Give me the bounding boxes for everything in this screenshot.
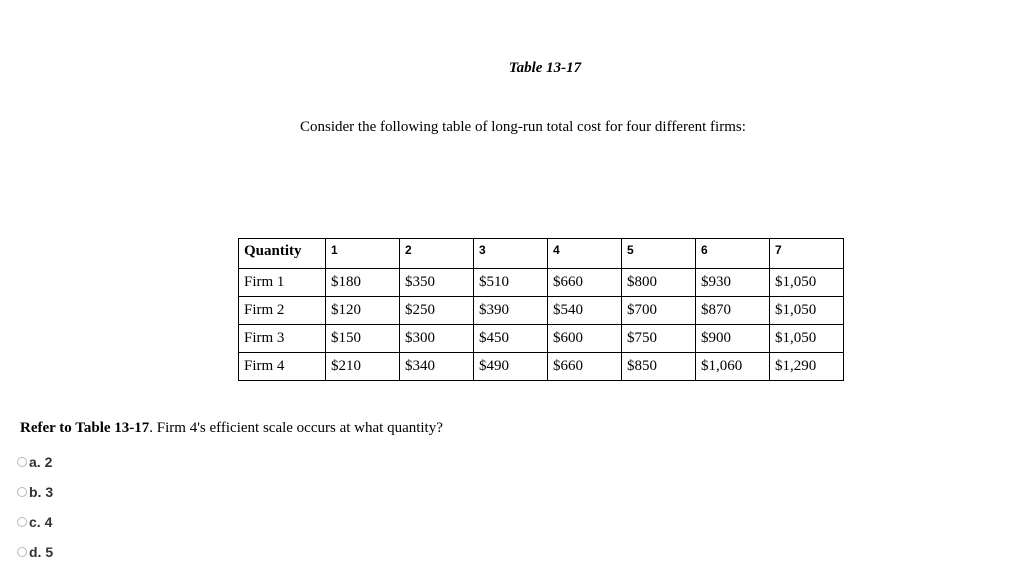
header-quantity: 6 <box>696 239 770 269</box>
cost-cell: $510 <box>474 269 548 297</box>
option-a[interactable] <box>17 447 53 477</box>
table-header-row <box>239 239 844 269</box>
option-value: 5 <box>45 544 54 560</box>
cost-cell: $350 <box>400 269 474 297</box>
row-label: Firm 2 <box>239 297 326 325</box>
cost-cell: $930 <box>696 269 770 297</box>
question-text <box>20 420 443 437</box>
option-letter: b. <box>29 484 42 500</box>
cost-cell: $490 <box>474 353 548 381</box>
cost-cell: $1,060 <box>696 353 770 381</box>
intro-text: Consider the following table of long-run total cost for four different firms: <box>300 119 746 135</box>
radio-button-icon[interactable] <box>17 547 27 557</box>
question-body: . Firm 4's efficient scale occurs at what quantity? <box>149 420 443 436</box>
radio-button-icon[interactable] <box>17 487 27 497</box>
table-row <box>239 297 844 325</box>
cost-cell: $1,290 <box>770 353 844 381</box>
option-value: 2 <box>44 454 53 470</box>
cost-cell: $900 <box>696 325 770 353</box>
cost-cell: $150 <box>326 325 400 353</box>
radio-button-icon[interactable] <box>17 457 27 467</box>
option-value: 3 <box>45 484 54 500</box>
cost-cell: $850 <box>622 353 696 381</box>
header-quantity: 7 <box>770 239 844 269</box>
option-b[interactable] <box>17 477 53 507</box>
option-letter: d. <box>29 544 42 560</box>
option-d[interactable] <box>17 537 53 567</box>
cost-cell: $340 <box>400 353 474 381</box>
cost-cell: $1,050 <box>770 325 844 353</box>
cost-cell: $540 <box>548 297 622 325</box>
radio-button-icon[interactable] <box>17 517 27 527</box>
option-letter: c. <box>29 514 41 530</box>
header-quantity: 5 <box>622 239 696 269</box>
cost-cell: $450 <box>474 325 548 353</box>
table-row <box>239 353 844 381</box>
cost-cell: $1,050 <box>770 297 844 325</box>
header-quantity: 3 <box>474 239 548 269</box>
cost-cell: $390 <box>474 297 548 325</box>
header-quantity-label: Quantity <box>239 239 326 269</box>
table-row <box>239 325 844 353</box>
cost-cell: $1,050 <box>770 269 844 297</box>
option-value: 4 <box>44 514 53 530</box>
header-quantity: 4 <box>548 239 622 269</box>
cost-cell: $750 <box>622 325 696 353</box>
table-row <box>239 269 844 297</box>
cost-cell: $600 <box>548 325 622 353</box>
header-quantity: 2 <box>400 239 474 269</box>
cost-cell: $210 <box>326 353 400 381</box>
table-title: Table 13-17 <box>508 60 582 76</box>
cost-cell: $250 <box>400 297 474 325</box>
row-label: Firm 1 <box>239 269 326 297</box>
answer-options <box>17 447 53 567</box>
row-label: Firm 4 <box>239 353 326 381</box>
cost-table <box>238 238 844 381</box>
option-letter: a. <box>29 454 41 470</box>
cost-cell: $660 <box>548 269 622 297</box>
cost-cell: $700 <box>622 297 696 325</box>
cost-cell: $180 <box>326 269 400 297</box>
option-c[interactable] <box>17 507 53 537</box>
cost-cell: $120 <box>326 297 400 325</box>
header-quantity: 1 <box>326 239 400 269</box>
cost-cell: $300 <box>400 325 474 353</box>
cost-cell: $660 <box>548 353 622 381</box>
cost-cell: $800 <box>622 269 696 297</box>
question-reference: Refer to Table 13-17 <box>20 420 150 436</box>
row-label: Firm 3 <box>239 325 326 353</box>
cost-cell: $870 <box>696 297 770 325</box>
